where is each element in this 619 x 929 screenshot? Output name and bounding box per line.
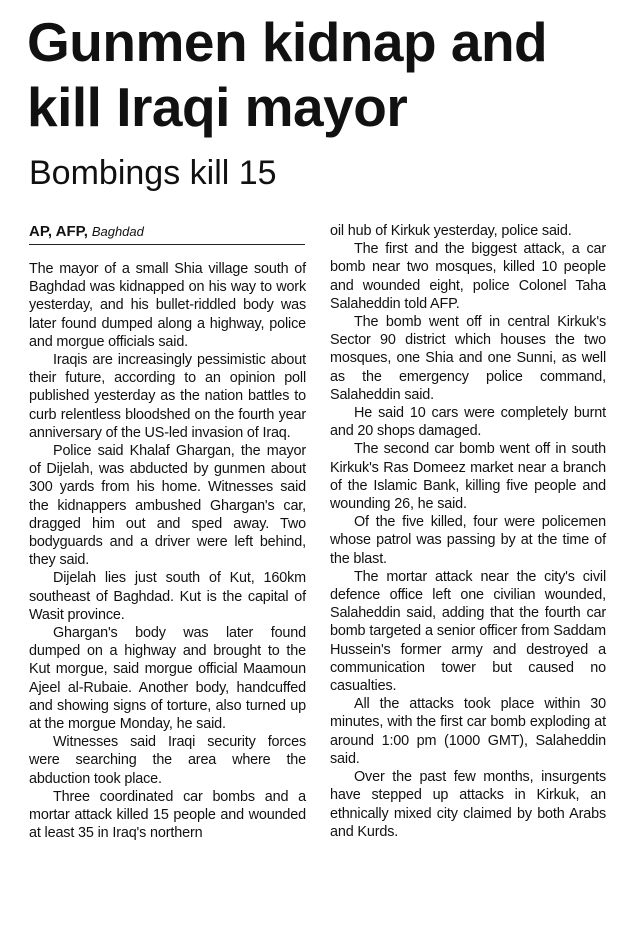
article-paragraph-continued: oil hub of Kirkuk yesterday, police said. [330, 223, 572, 239]
article-paragraph: All the attacks took place within 30 minutes, with the first car bomb exploding at around 1:00 pm (1000 GMT), Salaheddin said. [330, 696, 606, 767]
article-paragraph: The second car bomb went off in south Kirkuk's Ras Domeez market near a branch of the Islamic Bank, killing five people and wounding 26, he said. [330, 441, 606, 513]
subheadline: Bombings kill 15 [29, 154, 277, 192]
byline-agencies: AP, AFP, [29, 223, 88, 240]
article-column-1 [29, 260, 306, 843]
byline-divider [29, 244, 305, 245]
article-paragraph: Police said Khalaf Ghargan, the mayor of Dijelah, was abducted by gunmen about 300 yards from his home. Witnesses said the kidnappers ambushed Ghargan's car, dragged him out and sped away. Two bodyguards and a driver were left behind, they said. [29, 443, 306, 569]
article-paragraph: The first and the biggest attack, a car bomb near two mosques, killed 10 people and wounded eight, police Colonel Taha Salaheddin told AFP. [330, 241, 606, 312]
article-paragraph: The mayor of a small Shia village south of Baghdad was kidnapped on his way to work yesterday, and his bullet-riddled body was later found dumped along a highway, police and morgue officials said. [29, 261, 306, 350]
article-paragraph: Ghargan's body was later found dumped on a highway and brought to the Kut morgue, said morgue official Maamoun Ajeel al-Rubaie. Another body, handcuffed and showing signs of torture, also turned up at the morgue Monday, he said. [29, 625, 306, 733]
article-paragraph: Three coordinated car bombs and a mortar attack killed 15 people and wounded at least 35 in Iraq's northern [29, 788, 306, 842]
byline-place: Baghdad [91, 224, 144, 239]
article-paragraph: He said 10 cars were completely burnt and 20 shops damaged. [330, 405, 606, 440]
article-paragraph: Of the five killed, four were policemen whose patrol was passing by at the time of the blast. [330, 514, 606, 567]
article-paragraph: The mortar attack near the city's civil defence office left one civilian wounded, Salaheddin said, adding that the fourth car bomb targeted a senior officer from Saddam Hussein's former army and destroyed a communication tower but caused no casualties. [330, 568, 606, 695]
article-paragraph: Witnesses said Iraqi security forces were searching the area where the abduction took place. [29, 734, 306, 787]
headline: Gunmen kidnap and kill Iraqi mayor [27, 11, 548, 138]
article-column-2 [330, 222, 606, 841]
article-paragraph: Iraqis are increasingly pessimistic about their future, according to an opinion poll published yesterday as the nation battles to curb relentless bloodshed on the fourth year anniversary of the US-led invasion of Iraq. [29, 352, 306, 441]
article-paragraph: Dijelah lies just south of Kut, 160km southeast of Baghdad. Kut is the capital of Wasit province. [29, 570, 306, 623]
article-paragraph: The bomb went off in central Kirkuk's Sector 90 district which houses the two mosques, one Shia and one Sunni, as well as the emergency police command, Salaheddin said. [330, 314, 606, 403]
article-paragraph: Over the past few months, insurgents have stepped up attacks in Kirkuk, an ethnically mixed city claimed by both Arabs and Kurds. [330, 769, 606, 840]
byline [29, 222, 305, 241]
